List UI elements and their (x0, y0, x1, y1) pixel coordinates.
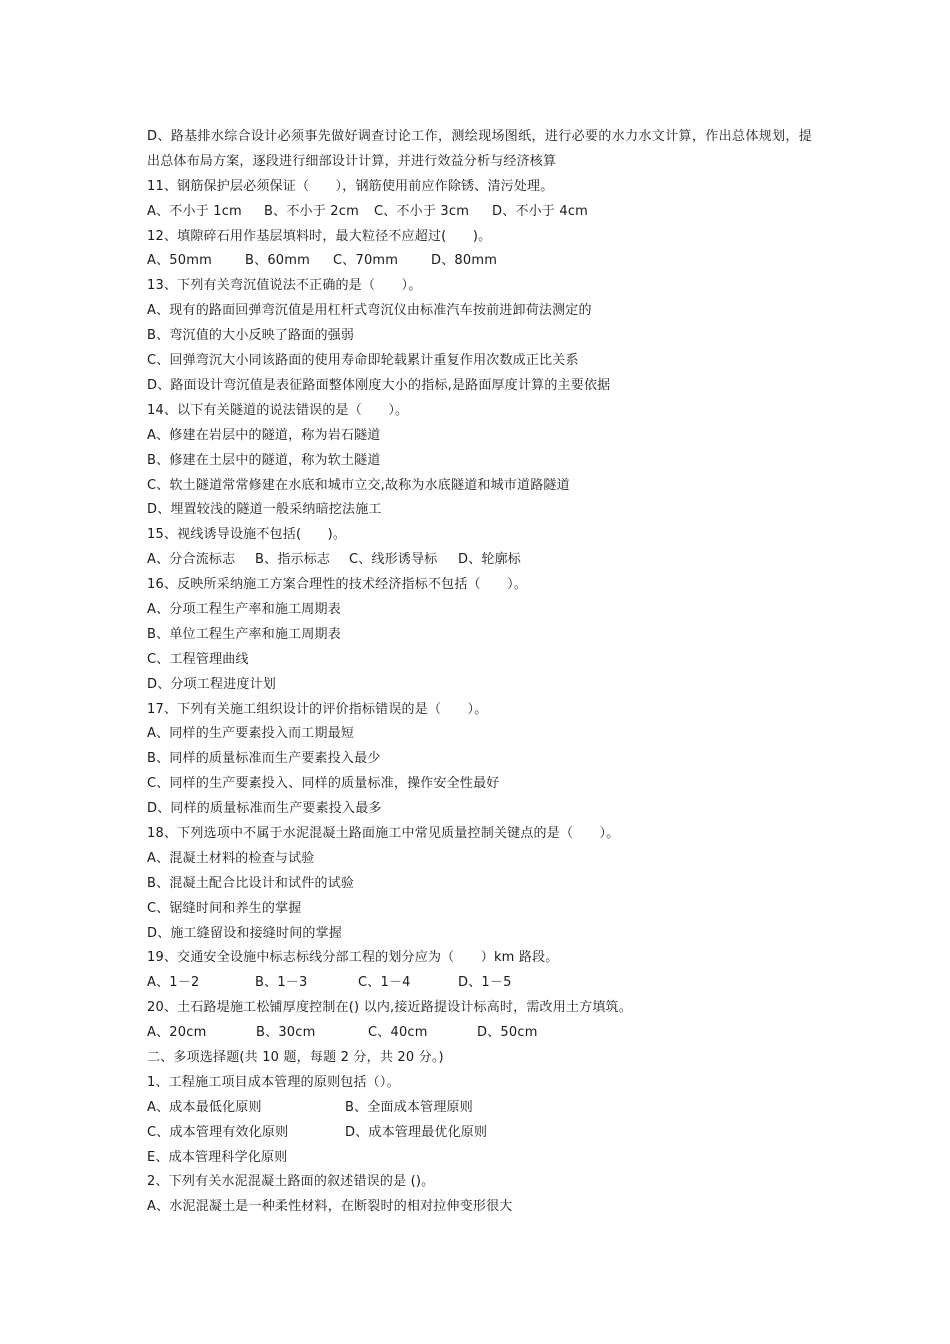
question-14-option-a: A、修建在岩层中的隧道，称为岩石隧道 (147, 427, 381, 443)
question-15: 15、视线诱导设施不包括( )。 (147, 527, 347, 543)
question-13-option-c: C、回弹弯沉大小同该路面的使用寿命即轮载累计重复作用次数成正比关系 (147, 353, 579, 369)
question-16-option-d: D、分项工程进度计划 (147, 676, 277, 692)
question-11: 11、钢筋保护层必须保证（ ），钢筋使用前应作除锈、清污处理。 (147, 178, 554, 194)
option-c: C、40cm (368, 1025, 428, 1041)
multi-question-1-option-e: E、成本管理科学化原则 (147, 1149, 288, 1165)
multi-question-1: 1、工程施工项目成本管理的原则包括（）。 (147, 1074, 400, 1090)
question-16: 16、反映所采纳施工方案合理性的技术经济指标不包括（ ）。 (147, 577, 528, 593)
option-b: B、指示标志 (255, 552, 331, 568)
question-14-option-b: B、修建在土层中的隧道，称为软土隧道 (147, 452, 381, 468)
question-18-option-a: A、混凝土材料的检查与试验 (147, 850, 315, 866)
document-content (147, 125, 812, 1220)
question-13-option-d: D、路面设计弯沉值是表征路面整体刚度大小的指标,是路面厚度计算的主要依据 (147, 377, 611, 393)
option-a: A、不小于 1cm (147, 203, 242, 219)
multi-question-1-options-cd (147, 1121, 812, 1146)
question-17: 17、下列有关施工组织设计的评价指标错误的是（ ）。 (147, 701, 488, 717)
question-18-option-c: C、锯缝时间和养生的掌握 (147, 900, 302, 916)
option-a: A、1－2 (147, 975, 200, 991)
question-17-option-b: B、同样的质量标准而生产要素投入最少 (147, 751, 381, 767)
option-a: A、分合流标志 (147, 552, 236, 568)
question-19: 19、交通安全设施中标志标线分部工程的划分应为（ ）km 路段。 (147, 950, 559, 966)
question-17-option-c: C、同样的生产要素投入、同样的质量标准，操作安全性最好 (147, 776, 500, 792)
option-d: D、80mm (431, 253, 498, 269)
question-13-option-b: B、弯沉值的大小反映了路面的强弱 (147, 328, 355, 344)
option-b: B、不小于 2cm (264, 203, 359, 219)
option-b: B、60mm (245, 253, 310, 269)
option-c: C、1－4 (358, 975, 411, 991)
option-d: D、不小于 4cm (492, 203, 589, 219)
option-b: B、30cm (256, 1025, 316, 1041)
question-14-option-d: D、埋置较浅的隧道一般采纳暗挖法施工 (147, 502, 382, 518)
option-c: C、70mm (333, 253, 399, 269)
question-18: 18、下列选项中不属于水泥混凝土路面施工中常见质量控制关键点的是（ ）。 (147, 825, 620, 841)
option-c: C、线形诱导标 (349, 552, 438, 568)
option-b: B、全面成本管理原则 (345, 1099, 473, 1115)
question-18-option-d: D、施工缝留设和接缝时间的掌握 (147, 925, 343, 941)
question-15-options (147, 548, 812, 573)
multi-question-2-option-a: A、水泥混凝土是一种柔性材料，在断裂时的相对拉伸变形很大 (147, 1199, 513, 1215)
question-16-option-c: C、工程管理曲线 (147, 651, 249, 667)
multi-question-1-options-ab (147, 1096, 812, 1121)
question-13-option-a: A、现有的路面回弹弯沉值是用杠杆式弯沉仪由标准汽车按前进卸荷法测定的 (147, 303, 592, 319)
option-a: A、50mm (147, 253, 212, 269)
question-14: 14、以下有关隧道的说法错误的是（ ）。 (147, 402, 409, 418)
question-17-option-a: A、同样的生产要素投入而工期最短 (147, 726, 355, 742)
question-13: 13、下列有关弯沉值说法不正确的是（ ）。 (147, 278, 422, 294)
question-20: 20、土石路堤施工松铺厚度控制在() 以内,接近路提设计标高时，需改用土方填筑。 (147, 1000, 632, 1016)
question-14-option-c: C、软土隧道常常修建在水底和城市立交,故称为水底隧道和城市道路隧道 (147, 477, 570, 493)
question-17-option-d: D、同样的质量标准而生产要素投入最多 (147, 801, 382, 817)
option-a: A、20cm (147, 1025, 207, 1041)
option-d-drainage: D、路基排水综合设计必须事先做好调查讨论工作，测绘现场图纸，进行必要的水力水文计算，作出总体规划，提出总体布局方案，逐段进行细部设计计算，并进行效益分析与经济核算 (147, 129, 812, 169)
question-16-option-b: B、单位工程生产率和施工周期表 (147, 626, 341, 642)
option-d: D、1－5 (458, 975, 512, 991)
option-d: D、50cm (477, 1025, 538, 1041)
question-18-option-b: B、混凝土配合比设计和试件的试验 (147, 875, 355, 891)
option-d: D、轮廓标 (458, 552, 522, 568)
question-19-options (147, 971, 812, 996)
question-11-options (147, 200, 812, 225)
option-a: A、成本最低化原则 (147, 1099, 262, 1115)
option-b: B、1－3 (255, 975, 308, 991)
section-heading-multiple-choice: 二、多项选择题(共 10 题，每题 2 分，共 20 分。) (147, 1049, 444, 1065)
question-16-option-a: A、分项工程生产率和施工周期表 (147, 601, 341, 617)
question-12-options (147, 249, 812, 274)
multi-question-2: 2、下列有关水泥混凝土路面的叙述错误的是 ()。 (147, 1174, 435, 1190)
option-c: C、成本管理有效化原则 (147, 1124, 289, 1140)
question-12: 12、填隙碎石用作基层填料时，最大粒径不应超过( )。 (147, 228, 492, 244)
option-d: D、成本管理最优化原则 (345, 1124, 488, 1140)
question-20-options (147, 1021, 812, 1046)
option-c: C、不小于 3cm (374, 203, 470, 219)
